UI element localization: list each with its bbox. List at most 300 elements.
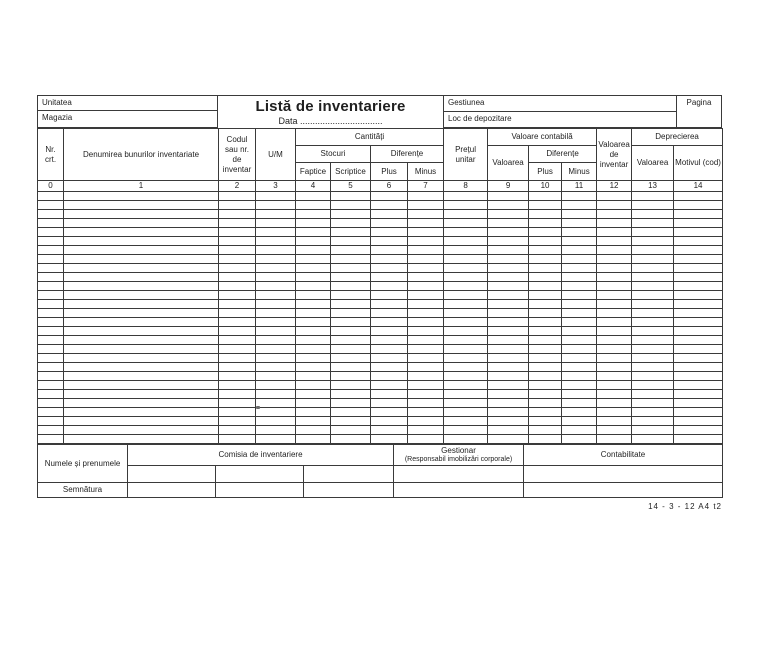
unitatea-label: Unitatea [42, 98, 72, 107]
empty-cell [488, 354, 529, 363]
empty-cell [256, 363, 296, 372]
empty-cell [674, 336, 723, 345]
empty-cell [597, 201, 632, 210]
table-row [38, 408, 723, 417]
empty-cell [331, 408, 371, 417]
empty-cell [529, 300, 562, 309]
empty-cell [38, 210, 64, 219]
empty-cell [597, 255, 632, 264]
empty-cell [219, 318, 256, 327]
empty-cell [444, 237, 488, 246]
empty-cell [371, 282, 408, 291]
empty-cell [444, 408, 488, 417]
empty-cell [562, 237, 597, 246]
empty-cell [408, 426, 444, 435]
empty-cell [562, 264, 597, 273]
column-number: 6 [371, 181, 408, 192]
empty-cell [674, 201, 723, 210]
empty-cell [597, 264, 632, 273]
group-header-deprecierea: Deprecierea [632, 129, 723, 146]
magazia-label: Magazia [42, 113, 73, 122]
empty-cell [562, 435, 597, 444]
empty-cell [296, 336, 331, 345]
empty-cell [488, 291, 529, 300]
empty-cell [219, 417, 256, 426]
table-row [38, 291, 723, 300]
empty-cell [38, 228, 64, 237]
empty-cell [296, 219, 331, 228]
empty-cell [488, 255, 529, 264]
empty-cell [64, 336, 219, 345]
inventory-form [37, 95, 722, 511]
empty-cell [64, 381, 219, 390]
empty-cell [597, 291, 632, 300]
gestionar-signature-cell [394, 483, 524, 498]
empty-cell [597, 192, 632, 201]
semnatura-label: Semnătura [38, 483, 128, 498]
empty-cell [408, 291, 444, 300]
empty-cell [219, 336, 256, 345]
empty-cell [371, 435, 408, 444]
column-number: 14 [674, 181, 723, 192]
empty-cell [632, 210, 674, 219]
empty-cell [219, 345, 256, 354]
loc-depozitare-label: Loc de depozitare [448, 114, 512, 123]
gestiune-header-block [443, 95, 677, 128]
empty-cell [219, 300, 256, 309]
empty-cell [408, 210, 444, 219]
empty-cell [38, 273, 64, 282]
empty-cell [674, 381, 723, 390]
empty-cell [408, 354, 444, 363]
empty-cell [38, 300, 64, 309]
empty-cell [562, 228, 597, 237]
empty-cell [331, 273, 371, 282]
empty-cell [597, 228, 632, 237]
empty-cell [562, 381, 597, 390]
empty-cell [444, 381, 488, 390]
empty-cell [38, 237, 64, 246]
empty-cell [64, 417, 219, 426]
empty-cell [529, 291, 562, 300]
empty-cell [296, 390, 331, 399]
empty-cell [256, 309, 296, 318]
empty-cell [674, 192, 723, 201]
empty-cell [529, 354, 562, 363]
empty-cell [562, 345, 597, 354]
empty-cell [562, 300, 597, 309]
empty-cell [529, 273, 562, 282]
group-header-stocuri: Stocuri [296, 146, 371, 163]
empty-cell [64, 201, 219, 210]
empty-cell [674, 219, 723, 228]
signature-section [37, 444, 723, 498]
empty-cell [488, 201, 529, 210]
empty-cell [562, 327, 597, 336]
column-numbers-row [38, 181, 723, 192]
empty-cell [529, 228, 562, 237]
column-number: 11 [562, 181, 597, 192]
empty-cell [256, 435, 296, 444]
empty-cell [488, 273, 529, 282]
empty-cell [296, 372, 331, 381]
empty-cell [674, 237, 723, 246]
empty-cell [597, 417, 632, 426]
empty-cell [488, 210, 529, 219]
empty-cell [597, 318, 632, 327]
empty-cell [529, 345, 562, 354]
empty-cell [632, 327, 674, 336]
empty-cell [296, 345, 331, 354]
empty-cell [597, 435, 632, 444]
empty-cell [219, 372, 256, 381]
comisia-name-cell-3 [304, 466, 394, 483]
empty-cell [529, 219, 562, 228]
empty-cell [64, 426, 219, 435]
empty-cell [331, 300, 371, 309]
empty-cell [408, 372, 444, 381]
group-header-valoare-contabila: Valoare contabilă [488, 129, 597, 146]
empty-cell [562, 291, 597, 300]
empty-cell [296, 318, 331, 327]
table-row [38, 318, 723, 327]
empty-cell [219, 363, 256, 372]
empty-cell [562, 246, 597, 255]
empty-cell [408, 309, 444, 318]
empty-cell [219, 228, 256, 237]
empty-cell [674, 417, 723, 426]
empty-cell [597, 246, 632, 255]
empty-cell [632, 228, 674, 237]
empty-cell [64, 219, 219, 228]
empty-cell [38, 291, 64, 300]
empty-cell [331, 390, 371, 399]
empty-cell [64, 372, 219, 381]
empty-cell [488, 435, 529, 444]
comisia-header: Comisia de inventariere [128, 445, 394, 466]
column-number: 7 [408, 181, 444, 192]
empty-cell [38, 282, 64, 291]
empty-cell [562, 219, 597, 228]
empty-cell [296, 192, 331, 201]
empty-cell [632, 255, 674, 264]
form-title: Listă de inventariere [255, 98, 406, 115]
empty-cell [562, 282, 597, 291]
empty-cell [632, 219, 674, 228]
empty-cell [296, 435, 331, 444]
empty-cell [219, 237, 256, 246]
empty-cell [408, 264, 444, 273]
empty-cell [256, 201, 296, 210]
empty-cell [597, 273, 632, 282]
empty-cell [674, 264, 723, 273]
empty-cell [674, 399, 723, 408]
empty-cell [444, 201, 488, 210]
empty-cell [444, 336, 488, 345]
empty-cell [632, 201, 674, 210]
empty-cell [64, 327, 219, 336]
empty-cell [371, 327, 408, 336]
column-number: 10 [529, 181, 562, 192]
empty-cell [219, 435, 256, 444]
empty-cell [529, 408, 562, 417]
empty-cell [408, 246, 444, 255]
empty-cell [444, 435, 488, 444]
empty-cell [597, 354, 632, 363]
empty-cell [408, 318, 444, 327]
empty-cell [219, 273, 256, 282]
empty-cell [219, 408, 256, 417]
empty-cell [674, 300, 723, 309]
empty-cell [371, 273, 408, 282]
empty-cell [408, 336, 444, 345]
empty-cell [296, 264, 331, 273]
empty-cell [256, 318, 296, 327]
empty-cell [597, 372, 632, 381]
empty-cell [444, 264, 488, 273]
empty-cell [219, 264, 256, 273]
empty-cell [632, 318, 674, 327]
empty-cell [331, 363, 371, 372]
empty-cell [64, 246, 219, 255]
table-row [38, 372, 723, 381]
empty-cell [256, 327, 296, 336]
empty-cell [38, 318, 64, 327]
column-number: 2 [219, 181, 256, 192]
group-header-diferente-cantitati: Diferențe [371, 146, 444, 163]
table-row [38, 327, 723, 336]
empty-cell [562, 210, 597, 219]
empty-cell [597, 345, 632, 354]
empty-cell [331, 399, 371, 408]
empty-cell [371, 372, 408, 381]
empty-cell [597, 381, 632, 390]
empty-cell [632, 435, 674, 444]
empty-cell [529, 264, 562, 273]
ink-smudge [256, 406, 260, 409]
empty-cell [674, 327, 723, 336]
empty-cell [674, 210, 723, 219]
empty-cell [331, 219, 371, 228]
comisia-name-cell-2 [216, 466, 304, 483]
empty-cell [529, 192, 562, 201]
empty-cell [632, 291, 674, 300]
empty-cell [408, 228, 444, 237]
empty-cell [674, 390, 723, 399]
empty-cell [38, 372, 64, 381]
contabilitate-header: Contabilitate [524, 445, 723, 466]
empty-cell [256, 255, 296, 264]
form-header [37, 95, 722, 128]
table-row [38, 363, 723, 372]
empty-cell [632, 345, 674, 354]
empty-cell [371, 264, 408, 273]
column-number: 13 [632, 181, 674, 192]
empty-cell [371, 228, 408, 237]
empty-cell [256, 426, 296, 435]
empty-cell [256, 291, 296, 300]
empty-cell [597, 210, 632, 219]
empty-cell [597, 399, 632, 408]
empty-cell [408, 201, 444, 210]
empty-cell [529, 210, 562, 219]
empty-cell [331, 354, 371, 363]
empty-cell [488, 309, 529, 318]
empty-cell [371, 291, 408, 300]
empty-cell [296, 309, 331, 318]
empty-cell [371, 381, 408, 390]
empty-cell [331, 435, 371, 444]
table-row [38, 336, 723, 345]
table-header [38, 129, 723, 181]
empty-cell [632, 390, 674, 399]
empty-cell [64, 210, 219, 219]
unit-header-block [37, 95, 218, 128]
empty-cell [38, 435, 64, 444]
empty-cell [488, 318, 529, 327]
empty-cell [296, 399, 331, 408]
comisia-name-cell-1 [128, 466, 216, 483]
empty-cell [371, 336, 408, 345]
empty-cell [371, 192, 408, 201]
empty-cell [444, 318, 488, 327]
empty-cell [444, 228, 488, 237]
empty-cell [632, 273, 674, 282]
empty-cell [38, 201, 64, 210]
empty-cell [408, 327, 444, 336]
empty-cell [64, 228, 219, 237]
empty-cell [38, 246, 64, 255]
empty-cell [632, 336, 674, 345]
empty-cell [597, 309, 632, 318]
empty-cell [597, 426, 632, 435]
gestionar-name-cell [394, 466, 524, 483]
column-number: 1 [64, 181, 219, 192]
empty-cell [562, 318, 597, 327]
empty-cell [331, 309, 371, 318]
empty-cell [597, 327, 632, 336]
empty-cell [64, 291, 219, 300]
empty-cell [488, 417, 529, 426]
col-header-pretul-unitar: Prețul unitar [444, 129, 488, 181]
empty-cell [632, 192, 674, 201]
empty-cell [331, 426, 371, 435]
table-row [38, 354, 723, 363]
empty-cell [674, 282, 723, 291]
empty-cell [371, 363, 408, 372]
empty-cell [256, 399, 296, 408]
empty-cell [408, 417, 444, 426]
empty-cell [488, 237, 529, 246]
col-header-nr-crt: Nr. crt. [38, 129, 64, 181]
empty-cell [408, 381, 444, 390]
loc-depozitare-field [443, 112, 677, 128]
table-body [38, 181, 723, 444]
empty-cell [529, 201, 562, 210]
empty-cell [562, 372, 597, 381]
empty-cell [256, 390, 296, 399]
empty-cell [444, 192, 488, 201]
table-row [38, 381, 723, 390]
empty-cell [444, 417, 488, 426]
empty-cell [632, 282, 674, 291]
col-header-plus-cantitati: Plus [371, 163, 408, 181]
table-row [38, 426, 723, 435]
column-number: 5 [331, 181, 371, 192]
empty-cell [256, 219, 296, 228]
empty-cell [488, 219, 529, 228]
empty-cell [38, 399, 64, 408]
empty-cell [632, 300, 674, 309]
empty-cell [632, 408, 674, 417]
empty-cell [38, 354, 64, 363]
empty-cell [38, 390, 64, 399]
empty-cell [562, 354, 597, 363]
gestiunea-label: Gestiunea [448, 98, 485, 107]
empty-cell [219, 426, 256, 435]
col-header-scriptice: Scriptice [331, 163, 371, 181]
empty-cell [408, 192, 444, 201]
empty-cell [597, 237, 632, 246]
col-header-minus-valoare: Minus [562, 163, 597, 181]
empty-cell [674, 318, 723, 327]
empty-cell [488, 381, 529, 390]
empty-cell [444, 354, 488, 363]
empty-cell [529, 363, 562, 372]
empty-cell [597, 219, 632, 228]
empty-cell [562, 201, 597, 210]
empty-cell [529, 390, 562, 399]
empty-cell [529, 318, 562, 327]
empty-cell [632, 246, 674, 255]
empty-cell [529, 255, 562, 264]
empty-cell [296, 300, 331, 309]
empty-cell [529, 381, 562, 390]
empty-cell [632, 363, 674, 372]
empty-cell [444, 219, 488, 228]
title-block [218, 95, 443, 128]
empty-cell [444, 363, 488, 372]
empty-cell [632, 381, 674, 390]
empty-cell [674, 408, 723, 417]
column-number: 4 [296, 181, 331, 192]
empty-cell [296, 237, 331, 246]
empty-cell [38, 264, 64, 273]
empty-cell [296, 255, 331, 264]
empty-cell [219, 210, 256, 219]
empty-cell [488, 390, 529, 399]
empty-cell [38, 345, 64, 354]
empty-cell [371, 246, 408, 255]
empty-cell [562, 408, 597, 417]
empty-cell [674, 363, 723, 372]
empty-cell [64, 309, 219, 318]
empty-cell [64, 408, 219, 417]
empty-cell [38, 363, 64, 372]
empty-cell [529, 417, 562, 426]
empty-cell [371, 309, 408, 318]
numele-prenumele-label: Numele și prenumele [38, 445, 128, 483]
empty-cell [371, 426, 408, 435]
empty-cell [444, 282, 488, 291]
empty-cell [296, 426, 331, 435]
empty-cell [296, 381, 331, 390]
col-header-um: U/M [256, 129, 296, 181]
empty-cell [256, 300, 296, 309]
empty-cell [371, 219, 408, 228]
empty-cell [488, 363, 529, 372]
empty-cell [444, 300, 488, 309]
